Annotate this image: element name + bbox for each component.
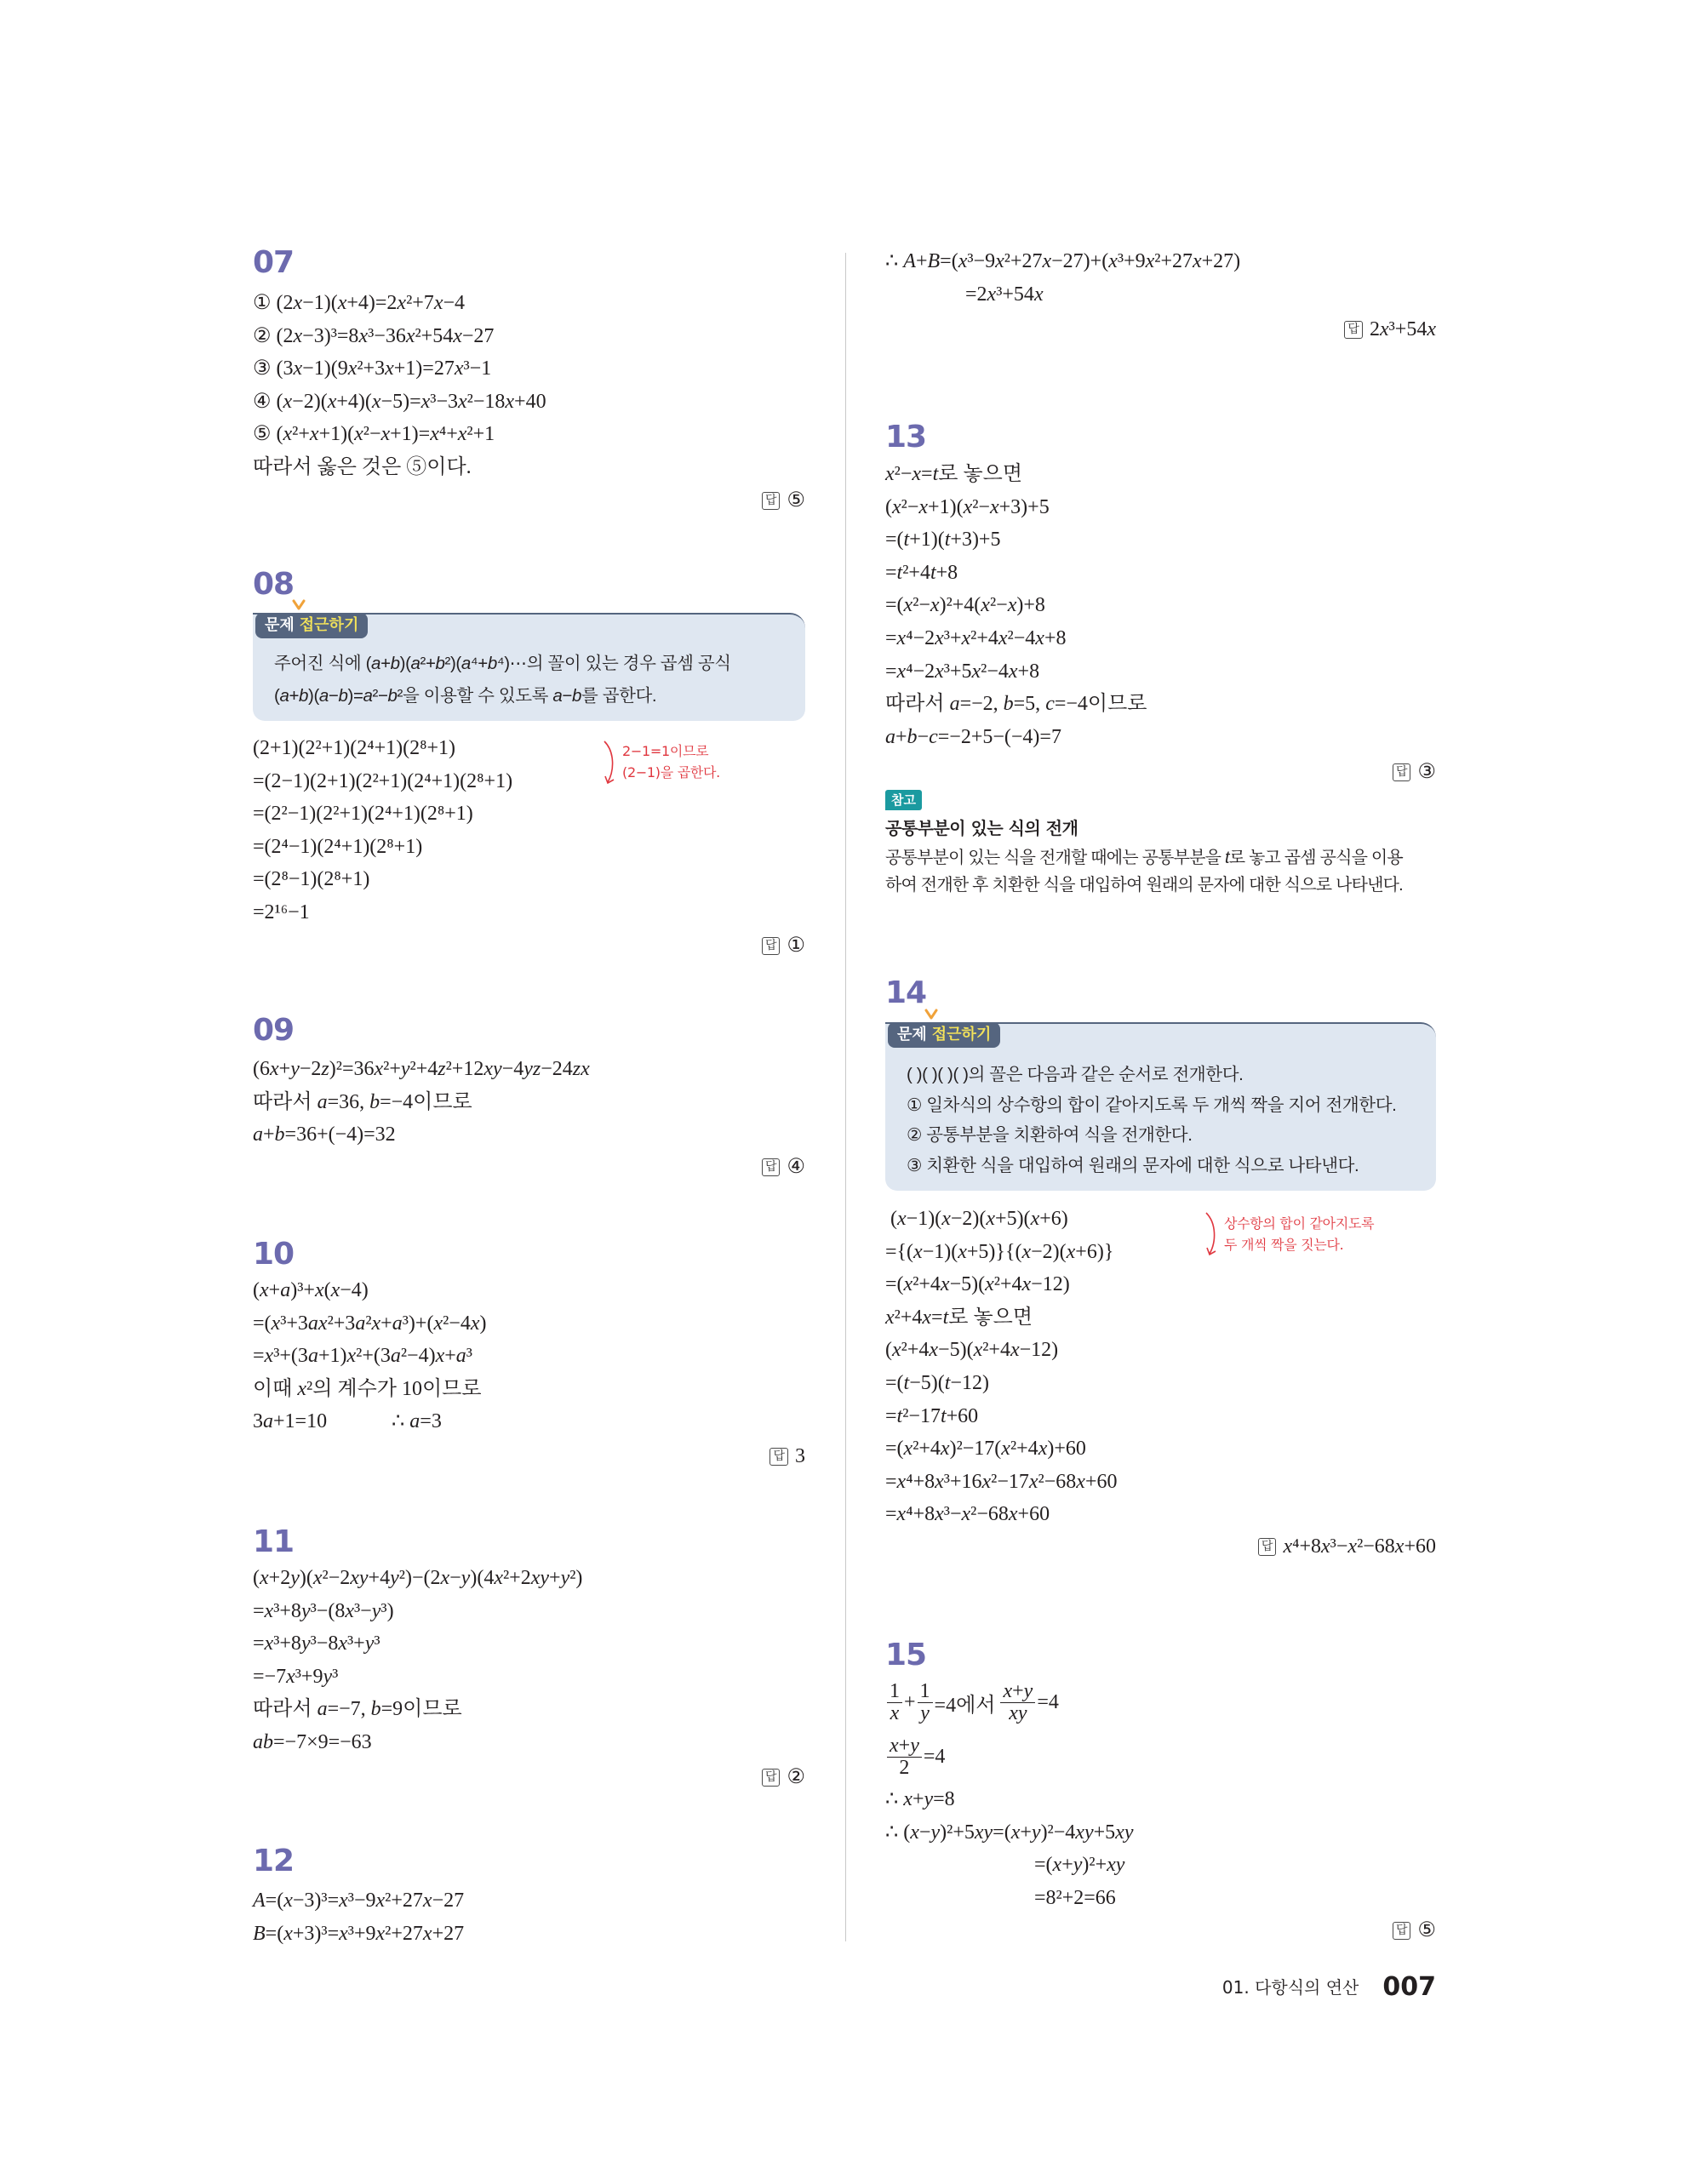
problem-number-08: 08 [253, 567, 295, 602]
solution-line [253, 1405, 805, 1438]
problem-number-13: 13 [885, 420, 927, 455]
approach-tab-prefix: 문제 [265, 616, 295, 634]
approach-line: (a+b)(a−b)=a²−b²을 이용할 수 있도록 a−b를 곱한다. [274, 686, 657, 706]
note-line: 상수항의 합이 같아지도록 [1224, 1215, 1375, 1232]
problem-number-11: 11 [253, 1524, 295, 1559]
denominator: 2 [899, 1756, 910, 1779]
denominator: xy [1009, 1701, 1027, 1724]
solution-line: ab=−7×9=−63 [253, 1730, 372, 1753]
solution-line: B=(x+3)³=x³+9x²+27x+27 [253, 1922, 465, 1945]
approach-body [274, 648, 797, 712]
solution-line: =2x³+54x [965, 283, 1044, 306]
solution-line: ={(x−1)(x+5)}{(x−2)(x+6)} [885, 1240, 1114, 1263]
fraction [887, 1735, 922, 1779]
operator: + [904, 1690, 916, 1713]
answer-07 [253, 484, 805, 517]
solution-12-continued [885, 245, 1436, 311]
solution-line: =(t+1)(t+3)+5 [885, 529, 1001, 552]
checkmark-icon [924, 1009, 938, 1020]
solution-11 [253, 1562, 805, 1759]
fraction [1000, 1681, 1035, 1724]
solution-line: 따라서 옳은 것은 ⑤이다. [253, 455, 472, 478]
problem-number-07: 07 [253, 245, 295, 280]
numerator: 1 [887, 1681, 902, 1703]
solution-line: =−7x³+9y³ [253, 1665, 339, 1688]
approach-line: 주어진 식에 (a+b)(a²+b²)(a⁴+b⁴)⋯의 꼴이 있는 경우 곱셈 공식 [274, 654, 731, 673]
solution-line: =x⁴+8x³+16x²−17x²−68x+60 [885, 1470, 1118, 1493]
solution-line: =(x+y)²+xy [1034, 1854, 1125, 1877]
approach-box-08 [253, 613, 805, 721]
approach-line: ① 일차식의 상수항의 합이 같아지도록 두 개씩 짝을 지어 전개한다. [907, 1095, 1397, 1115]
answer-label: 답 [769, 1448, 788, 1466]
answer-value: 3 [795, 1445, 805, 1467]
approach-tab [888, 1022, 1000, 1048]
solution-line: =(2⁴−1)(2⁴+1)(2⁸+1) [253, 835, 423, 858]
solution-line: =x³+(3a+1)x²+(3a²−4)x+a³ [253, 1345, 472, 1368]
reference-title: 공통부분이 있는 식의 전개 [885, 818, 1078, 838]
approach-tab-suffix: 접근하기 [299, 616, 359, 634]
denominator: y [920, 1701, 930, 1724]
approach-line: ③ 치환한 식을 대입하여 원래의 문자에 대한 식으로 나타낸다. [907, 1156, 1359, 1176]
answer-13 [885, 756, 1436, 788]
solution-line: (6x+y−2z)²=36x²+y²+4z²+12xy−4yz−24zx [253, 1058, 590, 1080]
solution-line: =(x²+4x−5)(x²+4x−12) [885, 1273, 1070, 1296]
answer-label: 답 [1393, 1922, 1411, 1940]
solution-line: (x+a)³+x(x−4) [253, 1279, 369, 1301]
reference-badge: 참고 [885, 790, 922, 810]
solution-line: (2+1)(2²+1)(2⁴+1)(2⁸+1) [253, 737, 456, 759]
answer-12 [885, 313, 1436, 346]
problem-number-14: 14 [885, 975, 927, 1010]
note-line: 2−1=1이므로 [622, 743, 709, 759]
solution-line: 따라서 a=36, b=−4이므로 [253, 1090, 472, 1113]
answer-label: 답 [1258, 1538, 1277, 1556]
solution-07 [253, 287, 805, 484]
solution-line: a+b=36+(−4)=32 [253, 1123, 396, 1146]
solution-line: 이때 x²의 계수가 10이므로 [253, 1377, 482, 1400]
answer-value: ⑤ [1417, 1919, 1436, 1941]
solution-line: ∴ A+B=(x³−9x²+27x−27)+(x³+9x²+27x+27) [885, 250, 1241, 272]
answer-label: 답 [1393, 763, 1411, 781]
reference-line: 하여 전개한 후 치환한 식을 대입하여 원래의 문자에 대한 식으로 나타낸다. [885, 876, 1403, 895]
page-number: 007 [1382, 1972, 1436, 2002]
equation-left: 3a+1=10 [253, 1410, 328, 1433]
equation-text: =4에서 [934, 1694, 996, 1717]
solution-13 [885, 458, 1436, 753]
solution-line: ∴ (x−y)²+5xy=(x+y)²−4xy+5xy [885, 1821, 1134, 1844]
solution-line: =t²−17t+60 [885, 1404, 979, 1427]
solution-line: (x²+4x−5)(x²+4x−12) [885, 1339, 1059, 1362]
problem-number-10: 10 [253, 1237, 295, 1272]
answer-value: ⑤ [787, 489, 805, 512]
answer-label: 답 [762, 1158, 781, 1176]
approach-line: ② 공통부분을 치환하여 식을 전개한다. [907, 1125, 1193, 1146]
fraction-equation-1 [885, 1678, 1436, 1726]
reference-section [885, 815, 1436, 899]
bracket-arrow-icon [1203, 1210, 1221, 1260]
solution-line: a+b−c=−2+5−(−4)=7 [885, 725, 1061, 748]
solution-10 [253, 1274, 805, 1438]
solution-line: =(2⁸−1)(2⁸+1) [253, 868, 370, 891]
conclusion: ∴ a=3 [392, 1410, 442, 1433]
reference-line: 공통부분이 있는 식을 전개할 때에는 공통부분을 t로 놓고 곱셈 공식을 이용 [885, 849, 1403, 867]
solution-line: =(x³+3ax²+3a²x+a³)+(x²−4x) [253, 1312, 487, 1335]
answer-value: ① [787, 935, 805, 957]
solution-line: ① (2x−1)(x+4)=2x²+7x−4 [253, 292, 466, 314]
answer-value: 2x³+54x [1369, 318, 1436, 340]
solution-line: x²+4x=t로 놓으면 [885, 1306, 1033, 1329]
solution-line: =x⁴−2x³+5x²−4x+8 [885, 660, 1040, 683]
answer-value: ④ [787, 1156, 805, 1178]
solution-line: =t²+4t+8 [885, 561, 958, 584]
solution-line: ② (2x−3)³=8x³−36x²+54x−27 [253, 324, 495, 347]
solution-line: =x³+8y³−8x³+y³ [253, 1632, 380, 1655]
solution-line: =2¹⁶−1 [253, 900, 310, 923]
solution-line: =(x²+4x)²−17(x²+4x)+60 [885, 1438, 1086, 1461]
equation-text: =4 [1037, 1690, 1059, 1713]
equation-text: =4 [923, 1745, 946, 1768]
problem-number-09: 09 [253, 1013, 295, 1048]
approach-body [907, 1060, 1427, 1181]
chapter-title: 01. 다항식의 연산 [1221, 1977, 1359, 1998]
solution-15 [885, 1783, 1436, 1914]
note-line: (2−1)을 곱한다. [622, 764, 720, 780]
answer-value: ③ [1417, 761, 1436, 783]
solution-line: 따라서 a=−7, b=9이므로 [253, 1698, 462, 1721]
solution-08 [253, 732, 805, 929]
solution-line: =8²+2=66 [1034, 1886, 1116, 1909]
approach-tab-prefix: 문제 [897, 1026, 927, 1043]
solution-line: ③ (3x−1)(9x²+3x+1)=27x³−1 [253, 357, 492, 380]
solution-12 [253, 1884, 805, 1950]
problem-number-15: 15 [885, 1638, 927, 1672]
approach-tab-suffix: 접근하기 [931, 1026, 992, 1043]
margin-note-14 [1224, 1213, 1374, 1255]
numerator: 1 [918, 1681, 933, 1703]
answer-label: 답 [762, 937, 781, 955]
fraction [887, 1681, 902, 1724]
bracket-arrow-icon [601, 739, 620, 788]
page-footer [1222, 1970, 1436, 2004]
answer-label: 답 [762, 492, 781, 510]
solution-line: ∴ x+y=8 [885, 1788, 955, 1810]
denominator: x [890, 1701, 900, 1724]
numerator: x+y [1000, 1681, 1035, 1703]
answer-10 [253, 1440, 805, 1472]
solution-line: =x⁴−2x³+x²+4x²−4x+8 [885, 626, 1067, 649]
answer-label: 답 [762, 1769, 781, 1787]
approach-box-14 [885, 1022, 1436, 1191]
answer-label: 답 [1344, 321, 1363, 339]
solution-line: =(2−1)(2+1)(2²+1)(2⁴+1)(2⁸+1) [253, 769, 513, 792]
checkmark-icon [292, 599, 306, 610]
solution-line: =(x²−x)²+4(x²−x)+8 [885, 594, 1045, 617]
solution-line: (x²−x+1)(x²−x+3)+5 [885, 495, 1050, 518]
problem-number-12: 12 [253, 1844, 295, 1878]
note-line: 두 개씩 짝을 짓는다. [1224, 1237, 1344, 1253]
approach-line: ( )( )( )( )의 꼴은 다음과 같은 순서로 전개한다. [907, 1065, 1244, 1084]
answer-14 [885, 1530, 1436, 1563]
solution-line: =x³+8y³−(8x³−y³) [253, 1599, 394, 1622]
margin-note-08 [622, 740, 720, 783]
solution-line: =x⁴+8x³−x²−68x+60 [885, 1503, 1050, 1526]
solution-line: ④ (x−2)(x+4)(x−5)=x³−3x²−18x+40 [253, 390, 546, 413]
solution-line: ⑤ (x²+x+1)(x²−x+1)=x⁴+x²+1 [253, 423, 495, 446]
answer-09 [253, 1151, 805, 1183]
solution-09 [253, 1053, 805, 1152]
solution-line: (x−1)(x−2)(x+5)(x+6) [890, 1208, 1068, 1230]
approach-tab [255, 613, 368, 638]
answer-08 [253, 929, 805, 962]
fraction [918, 1681, 933, 1724]
solution-line: x²−x=t로 놓으면 [885, 463, 1023, 485]
column-divider [845, 253, 846, 1941]
solution-line: =(2²−1)(2²+1)(2⁴+1)(2⁸+1) [253, 803, 473, 826]
fraction-equation-2 [885, 1733, 1436, 1781]
answer-value: x⁴+8x³−x²−68x+60 [1283, 1535, 1436, 1558]
answer-value: ② [787, 1766, 805, 1788]
solution-line: (x+2y)(x²−2xy+4y²)−(2x−y)(4x²+2xy+y²) [253, 1567, 583, 1589]
solution-line: A=(x−3)³=x³−9x²+27x−27 [253, 1890, 465, 1912]
solution-line: 따라서 a=−2, b=5, c=−4이므로 [885, 693, 1147, 716]
answer-15 [885, 1914, 1436, 1947]
numerator: x+y [887, 1735, 922, 1758]
solution-line: =(t−5)(t−12) [885, 1371, 989, 1394]
answer-11 [253, 1761, 805, 1793]
